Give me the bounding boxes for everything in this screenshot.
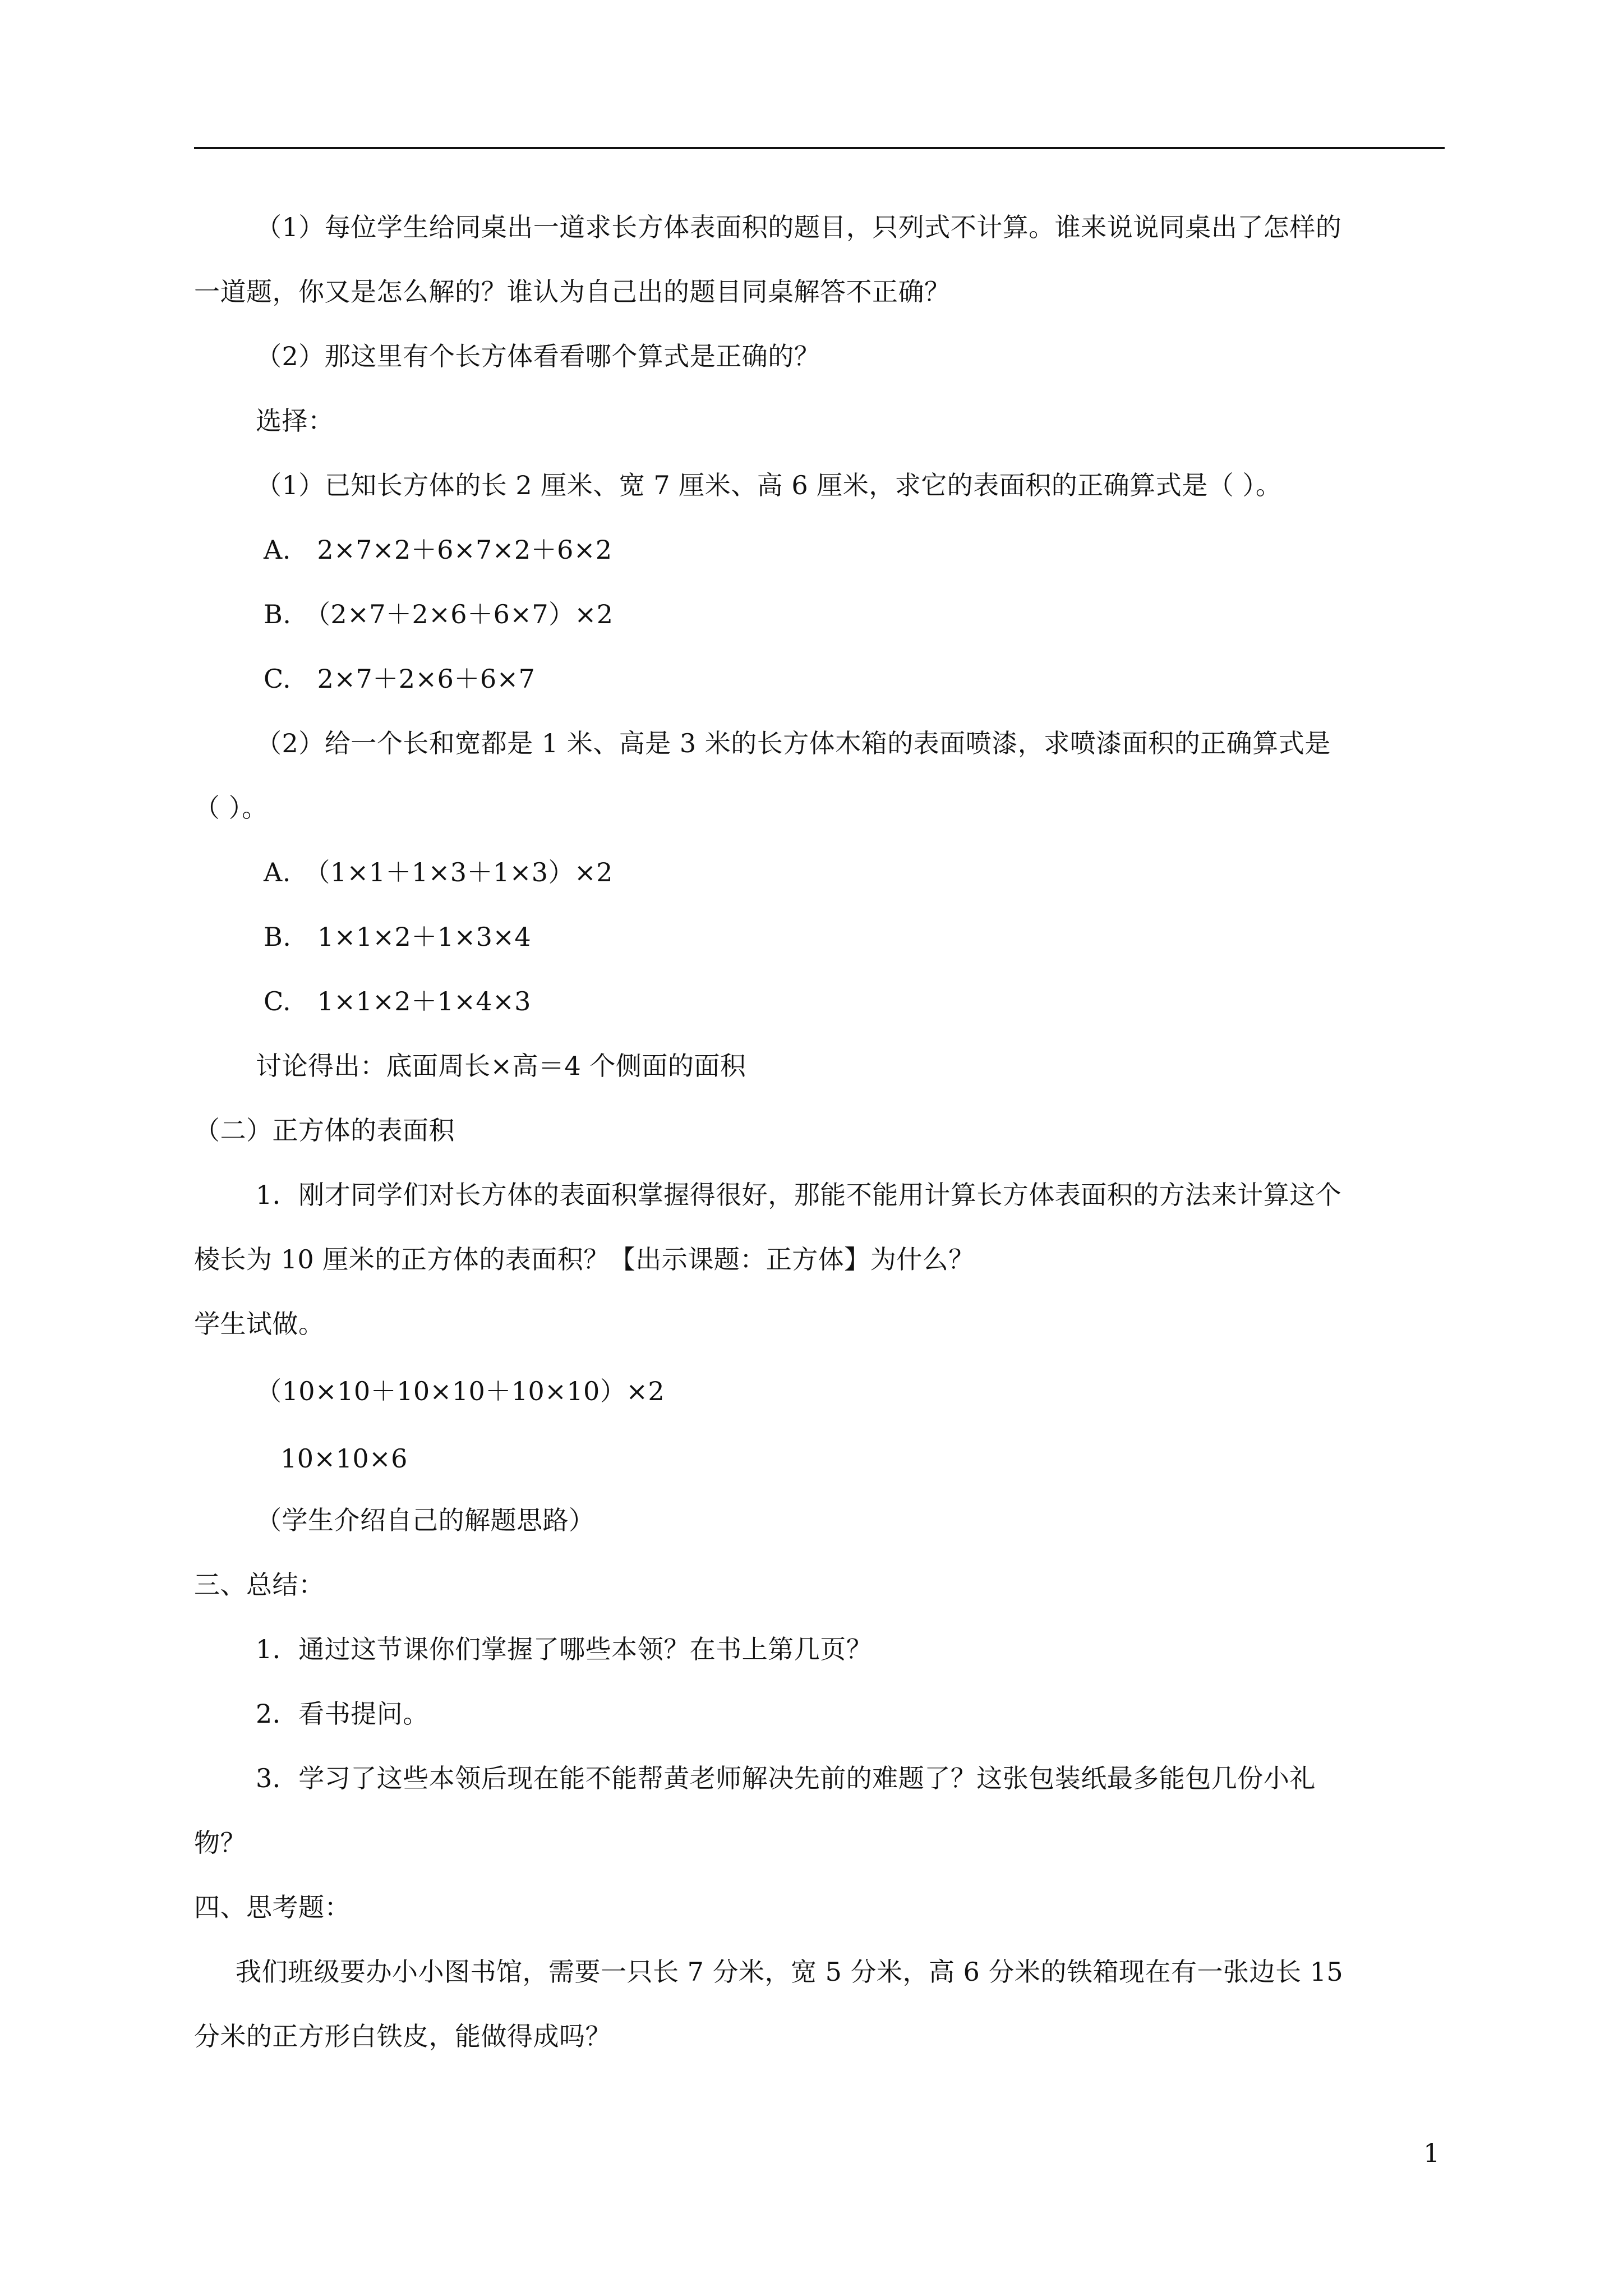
header-rule (194, 147, 1445, 149)
text-line: 选择： (256, 406, 334, 436)
question-1: （1）已知长方体的长 2 厘米、宽 7 厘米、高 6 厘米，求它的表面积的正确算式是（ ）。 (256, 470, 1282, 500)
question-2: （2）给一个长和宽都是 1 米、高是 3 米的长方体木箱的表面喷漆，求喷漆面积的正确算式是 (256, 728, 1331, 758)
text-line: （学生介绍自己的解题思路） (256, 1505, 595, 1535)
text-line: 3．学习了这些本领后现在能不能帮黄老师解决先前的难题了？这张包装纸最多能包几份小礼 (256, 1763, 1316, 1793)
option-c: C. 2×7＋2×6＋6×7 (264, 664, 536, 694)
text-line: （2）那这里有个长方体看看哪个算式是正确的？ (256, 341, 820, 371)
text-line: （1）每位学生给同桌出一道求长方体表面积的题目，只列式不计算。谁来说说同桌出了怎样的 (256, 212, 1342, 242)
text-line: 物？ (194, 1828, 246, 1858)
text-line: 我们班级要办小小图书馆，需要一只长 7 分米，宽 5 分米，高 6 分米的铁箱现在有一张边长 15 (236, 1957, 1344, 1987)
formula-line: 10×10×6 (280, 1443, 408, 1474)
text-line: 2．看书提问。 (256, 1699, 429, 1729)
option-a: A. 2×7×2＋6×7×2＋6×2 (264, 535, 612, 565)
section-heading: 四、思考题： (194, 1892, 351, 1922)
option-a: A. （1×1＋1×3＋1×3）×2 (264, 857, 613, 887)
text-line: 学生试做。 (194, 1309, 325, 1339)
page-number: 1 (1423, 2138, 1440, 2168)
text-line: 分米的正方形白铁皮，能做得成吗？ (194, 2021, 611, 2051)
option-b: B. 1×1×2＋1×3×4 (264, 922, 532, 952)
section-heading: 三、总结： (194, 1570, 325, 1600)
option-c: C. 1×1×2＋1×4×3 (264, 986, 531, 1016)
text-line: （ ）。 (194, 793, 268, 823)
text-line: 1．通过这节课你们掌握了哪些本领？在书上第几页？ (256, 1634, 873, 1664)
formula-line: （10×10＋10×10＋10×10）×2 (256, 1376, 665, 1406)
section-heading: （二）正方体的表面积 (194, 1115, 455, 1145)
option-b: B. （2×7＋2×6＋6×7）×2 (264, 599, 614, 629)
text-line: 棱长为 10 厘米的正方体的表面积？【出示课题：正方体】为什么？ (194, 1244, 975, 1274)
text-line: 一道题，你又是怎么解的？谁认为自己出的题目同桌解答不正确？ (194, 277, 951, 307)
text-line: 讨论得出：底面周长×高＝4 个侧面的面积 (256, 1051, 746, 1081)
text-line: 1．刚才同学们对长方体的表面积掌握得很好，那能不能用计算长方体表面积的方法来计算这个 (256, 1180, 1342, 1210)
